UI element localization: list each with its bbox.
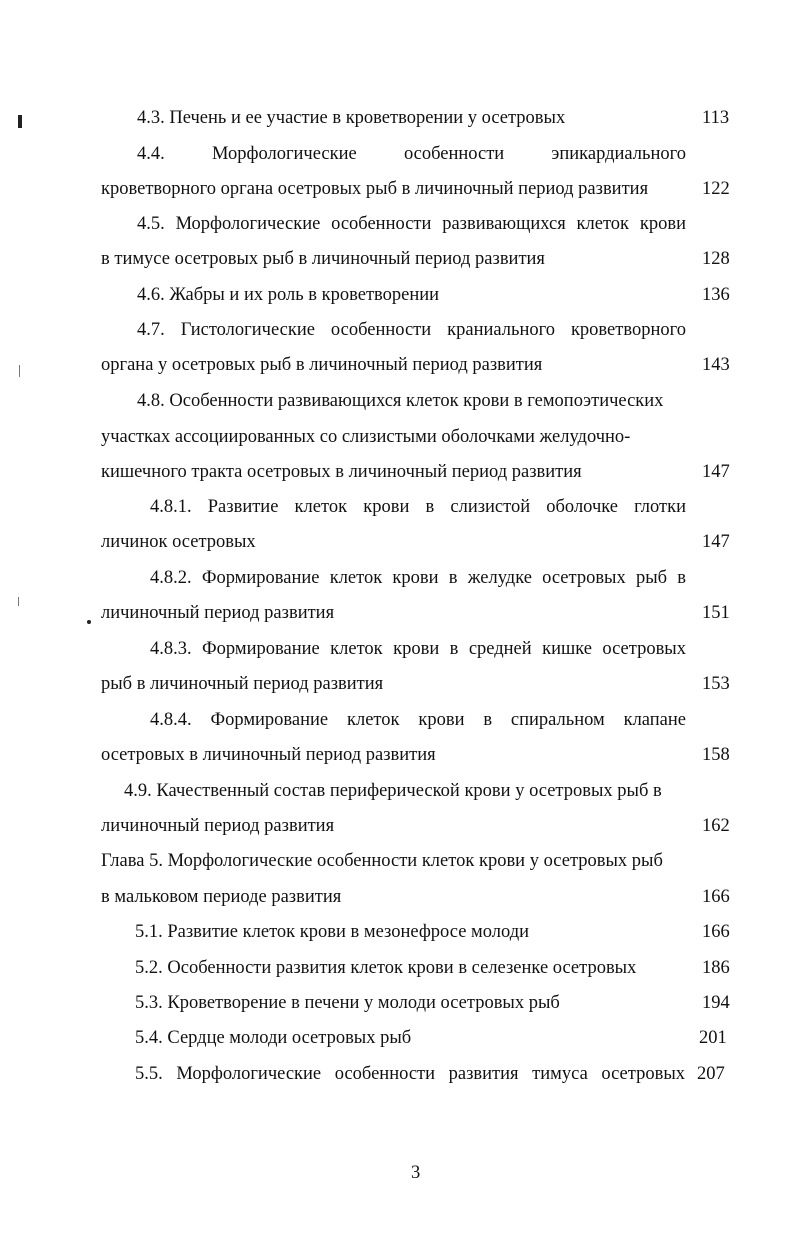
toc-entry-4-8-4: 4.8.4. Формирование клеток крови в спиральном клапане — [150, 710, 686, 730]
toc-entry-4-8-cont1: участках ассоциированных со слизистыми оболочками желудочно- — [101, 427, 631, 447]
toc-page-4-8-1: 147 — [702, 532, 730, 552]
toc-entry-4-7-cont: органа у осетровых рыб в личиночный период развития — [101, 355, 543, 375]
scan-artifact-tick — [18, 597, 19, 606]
toc-entry-4-8-4-cont: осетровых в личиночный период развития — [101, 745, 436, 765]
toc-page-5-2: 186 — [702, 958, 730, 978]
toc-entry-4-8: 4.8. Особенности развивающихся клеток крови в гемопоэтических — [137, 391, 664, 411]
toc-entry-4-7: 4.7. Гистологические особенности краниального кроветворного — [137, 320, 686, 340]
toc-entry-5-4: 5.4. Сердце молоди осетровых рыб — [135, 1028, 412, 1048]
toc-page-4-8-4: 158 — [702, 745, 730, 765]
toc-entry-4-5-cont: в тимусе осетровых рыб в личиночный период развития — [101, 249, 545, 269]
toc-page-5-3: 194 — [702, 993, 730, 1013]
toc-page-4-8: 147 — [702, 462, 730, 482]
toc-entry-4-3: 4.3. Печень и ее участие в кроветворении у осетровых — [137, 108, 566, 128]
scan-artifact-dot — [87, 620, 91, 624]
toc-entry-4-6: 4.6. Жабры и их роль в кроветворении — [137, 285, 440, 305]
toc-page-5-4: 201 — [699, 1028, 727, 1048]
toc-entry-4-8-2-cont: личиночный период развития — [101, 603, 335, 623]
toc-entry-4-8-3-cont: рыб в личиночный период развития — [101, 674, 384, 694]
toc-entry-4-8-1: 4.8.1. Развитие клеток крови в слизистой оболочке глотки — [150, 497, 686, 517]
toc-page-4-4: 122 — [702, 179, 730, 199]
toc-entry-4-8-cont2: кишечного тракта осетровых в личиночный период развития — [101, 462, 582, 482]
toc-page-5-5: 207 — [697, 1064, 725, 1084]
toc-page-4-6: 136 — [702, 285, 730, 305]
toc-page-4-5: 128 — [702, 249, 730, 269]
toc-entry-4-4: 4.4. Морфологические особенности эпикардиального — [137, 144, 686, 164]
toc-entry-4-9-cont: личиночный период развития — [101, 816, 335, 836]
toc-entry-4-9: 4.9. Качественный состав периферической крови у осетровых рыб в — [124, 781, 662, 801]
toc-page-4-8-2: 151 — [702, 603, 730, 623]
toc-entry-5-3: 5.3. Кроветворение в печени у молоди осетровых рыб — [135, 993, 560, 1013]
toc-page-4-9: 162 — [702, 816, 730, 836]
scan-artifact-mark — [18, 115, 22, 128]
toc-entry-4-4-cont: кроветворного органа осетровых рыб в личиночный период развития — [101, 179, 649, 199]
scan-artifact-tick — [19, 365, 20, 377]
toc-entry-4-5: 4.5. Морфологические особенности развивающихся клеток крови — [137, 214, 686, 234]
toc-entry-4-8-2: 4.8.2. Формирование клеток крови в желудке осетровых рыб в — [150, 568, 686, 588]
toc-entry-5-5: 5.5. Морфологические особенности развития тимуса осетровых — [135, 1064, 685, 1084]
toc-page-5-1: 166 — [702, 922, 730, 942]
toc-page-4-3: 113 — [702, 108, 730, 128]
toc-page-4-7: 143 — [702, 355, 730, 375]
toc-page-chapter-5: 166 — [702, 887, 730, 907]
toc-entry-5-1: 5.1. Развитие клеток крови в мезонефросе молоди — [135, 922, 530, 942]
toc-entry-4-8-3: 4.8.3. Формирование клеток крови в средней кишке осетровых — [150, 639, 686, 659]
toc-entry-4-8-1-cont: личинок осетровых — [101, 532, 256, 552]
toc-page-4-8-3: 153 — [702, 674, 730, 694]
toc-chapter-5-cont: в мальковом периоде развития — [101, 887, 342, 907]
toc-chapter-5: Глава 5. Морфологические особенности клеток крови у осетровых рыб — [101, 851, 663, 871]
toc-entry-5-2: 5.2. Особенности развития клеток крови в селезенке осетровых — [135, 958, 637, 978]
page-number: 3 — [411, 1163, 421, 1183]
